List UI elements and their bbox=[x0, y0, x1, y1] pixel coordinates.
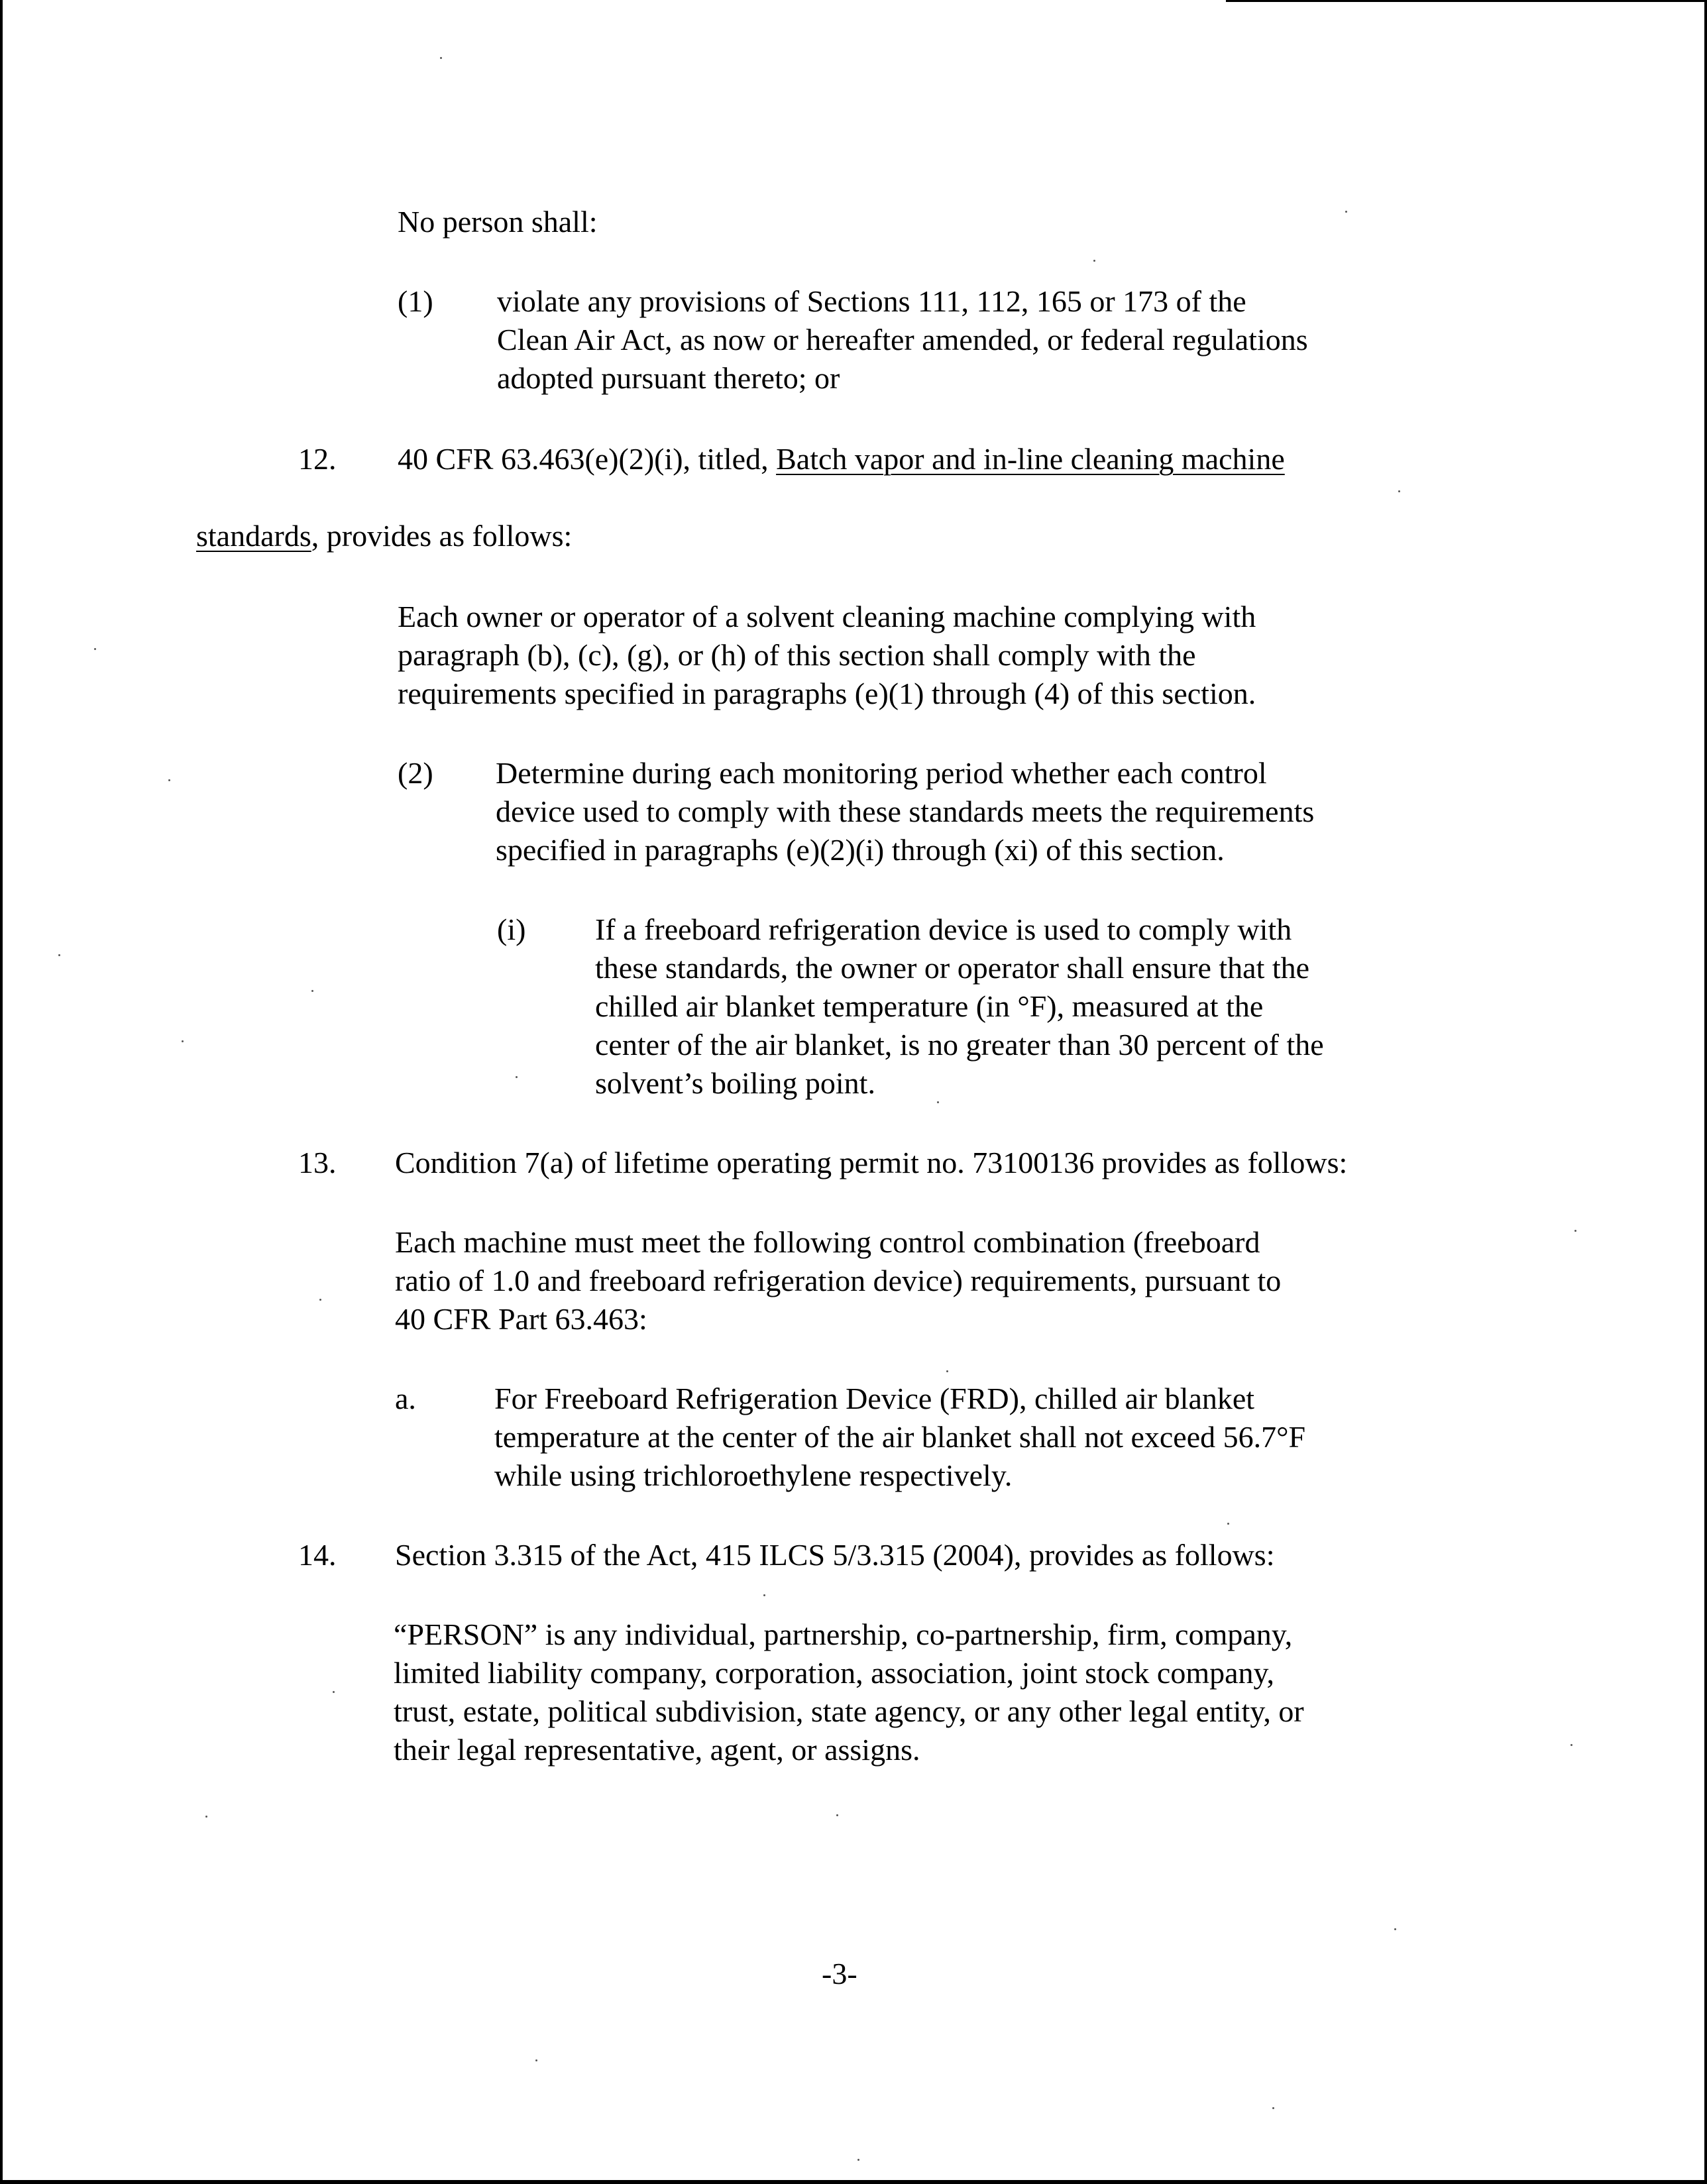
quote-line: “PERSON” is any individual, partnership, co-partnership, firm, company, bbox=[394, 1617, 1293, 1651]
scan-speck bbox=[94, 648, 96, 650]
sub-item-2-line: device used to comply with these standards meets the requirements bbox=[496, 794, 1315, 828]
scan-speck bbox=[1394, 1928, 1396, 1930]
sub-item-a-line: For Freeboard Refrigeration Device (FRD), chilled air blanket bbox=[494, 1382, 1255, 1415]
quote-line: Each machine must meet the following control combination (freeboard bbox=[395, 1225, 1260, 1259]
quote-line: their legal representative, agent, or assigns. bbox=[394, 1733, 920, 1767]
sub-item-2-number: (2) bbox=[398, 756, 433, 790]
scan-speck bbox=[440, 57, 442, 59]
scan-speck bbox=[333, 1691, 335, 1693]
quote-line: 40 CFR Part 63.463: bbox=[395, 1302, 647, 1336]
sub-item-a-line: while using trichloroethylene respectively. bbox=[494, 1458, 1013, 1492]
scan-border-top bbox=[1226, 0, 1707, 2]
paragraph-12-number: 12. bbox=[298, 442, 337, 476]
scan-speck bbox=[535, 2059, 537, 2061]
paragraph-12-text: , provides as follows: bbox=[311, 519, 573, 553]
scan-speck bbox=[1272, 2107, 1274, 2109]
scan-border-right bbox=[1704, 0, 1707, 2184]
scan-speck bbox=[946, 1370, 948, 1372]
item-1-line: violate any provisions of Sections 111, 112, 165 or 173 of the bbox=[497, 284, 1246, 318]
scan-speck bbox=[937, 1101, 939, 1103]
quote-line: paragraph (b), (c), (g), or (h) of this section shall comply with the bbox=[398, 638, 1196, 672]
page-number: -3- bbox=[822, 1957, 857, 1991]
sub-item-a-line: temperature at the center of the air blanket shall not exceed 56.7°F bbox=[494, 1420, 1306, 1454]
scan-border-bottom bbox=[0, 2180, 1707, 2184]
scan-speck bbox=[836, 1814, 838, 1816]
sub-item-i-number: (i) bbox=[497, 912, 526, 946]
scan-speck bbox=[58, 954, 60, 956]
item-1-line: adopted pursuant thereto; or bbox=[497, 361, 840, 395]
scan-speck bbox=[168, 779, 170, 781]
sub-item-i-line: chilled air blanket temperature (in °F), measured at the bbox=[595, 989, 1264, 1023]
sub-item-2-line: Determine during each monitoring period whether each control bbox=[496, 756, 1267, 790]
regulation-title-continued: standards bbox=[196, 519, 311, 553]
paragraph-12-text: 40 CFR 63.463(e)(2)(i), titled, bbox=[398, 442, 777, 476]
paragraph-14-number: 14. bbox=[298, 1538, 337, 1572]
scan-speck bbox=[1574, 1230, 1576, 1232]
sub-item-i-line: solvent’s boiling point. bbox=[595, 1066, 875, 1100]
scan-speck bbox=[1093, 260, 1095, 262]
regulation-title: Batch vapor and in-line cleaning machine bbox=[776, 442, 1285, 476]
scan-speck bbox=[1570, 1744, 1572, 1746]
sub-item-i-line: If a freeboard refrigeration device is used to comply with bbox=[595, 912, 1292, 946]
scan-speck bbox=[1398, 490, 1400, 492]
scan-speck bbox=[1227, 1523, 1229, 1525]
intro-text: No person shall: bbox=[398, 205, 598, 239]
scan-speck bbox=[319, 1299, 321, 1301]
scan-speck bbox=[182, 1040, 184, 1042]
scan-speck bbox=[857, 2159, 859, 2161]
scan-speck bbox=[311, 990, 313, 992]
scan-speck bbox=[516, 1076, 518, 1078]
sub-item-2-line: specified in paragraphs (e)(2)(i) through (xi) of this section. bbox=[496, 833, 1225, 867]
paragraph-14-text: Section 3.315 of the Act, 415 ILCS 5/3.315 (2004), provides as follows: bbox=[395, 1538, 1275, 1572]
paragraph-12-line-2 bbox=[196, 517, 572, 555]
item-1-number: (1) bbox=[398, 284, 433, 318]
quote-line: limited liability company, corporation, association, joint stock company, bbox=[394, 1656, 1275, 1690]
scan-speck bbox=[1345, 211, 1347, 213]
quote-line: requirements specified in paragraphs (e)(1) through (4) of this section. bbox=[398, 677, 1256, 710]
quote-line: Each owner or operator of a solvent cleaning machine complying with bbox=[398, 600, 1256, 633]
sub-item-i-line: these standards, the owner or operator shall ensure that the bbox=[595, 951, 1310, 985]
quote-line: trust, estate, political subdivision, state agency, or any other legal entity, or bbox=[394, 1694, 1304, 1728]
scan-speck bbox=[205, 1816, 207, 1818]
sub-item-i-line: center of the air blanket, is no greater than 30 percent of the bbox=[595, 1028, 1324, 1062]
paragraph-13-text: Condition 7(a) of lifetime operating permit no. 73100136 provides as follows: bbox=[395, 1146, 1348, 1179]
paragraph-12-line-1 bbox=[398, 440, 1285, 478]
scan-speck bbox=[763, 1594, 765, 1596]
sub-item-a-number: a. bbox=[395, 1382, 416, 1415]
paragraph-13-number: 13. bbox=[298, 1146, 337, 1179]
scan-border-left bbox=[0, 0, 3, 2184]
quote-line: ratio of 1.0 and freeboard refrigeration device) requirements, pursuant to bbox=[395, 1264, 1282, 1297]
item-1-line: Clean Air Act, as now or hereafter amended, or federal regulations bbox=[497, 323, 1308, 356]
